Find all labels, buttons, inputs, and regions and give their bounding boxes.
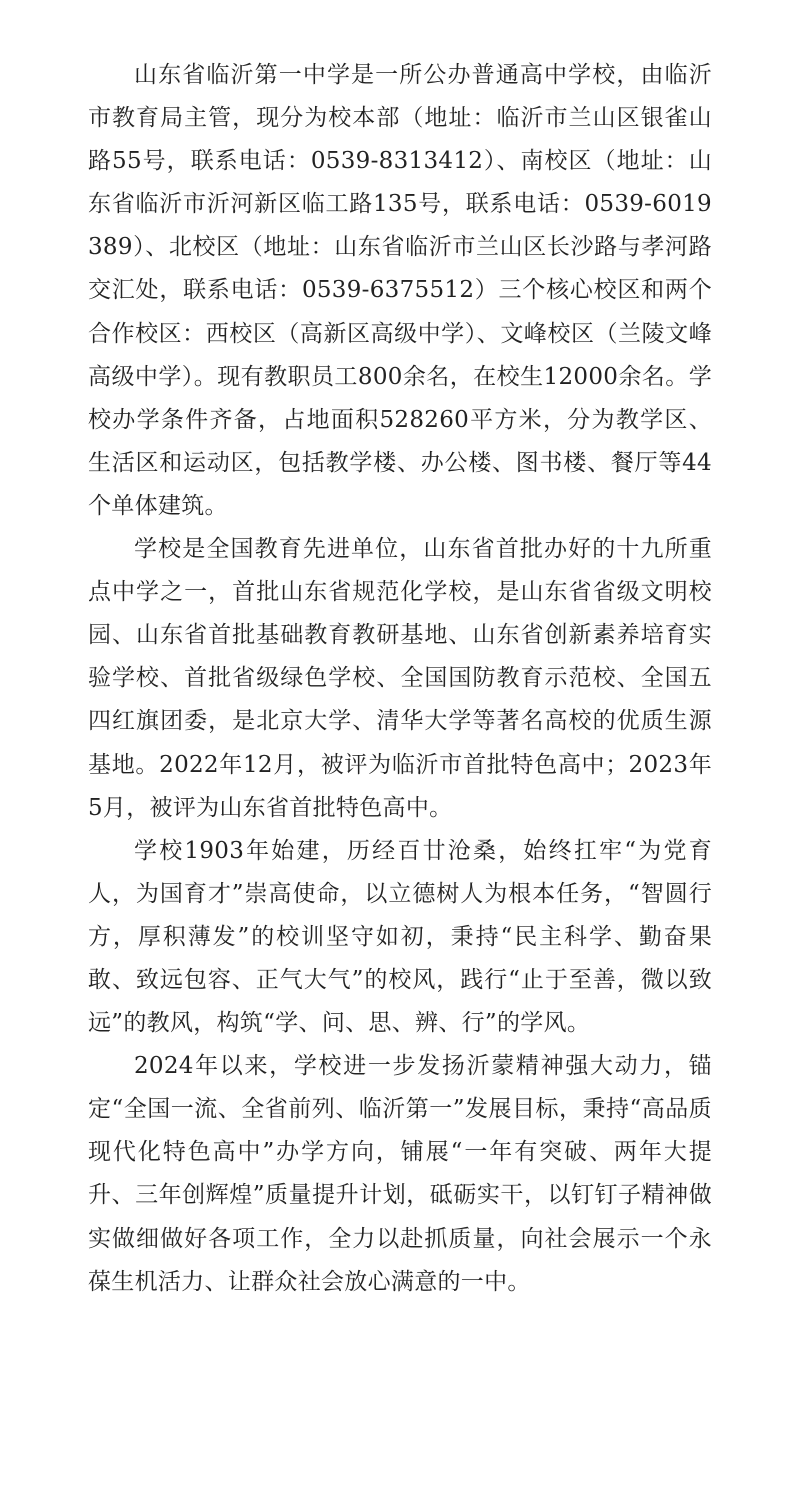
- paragraph-school-overview: 山东省临沂第一中学是一所公办普通高中学校，由临沂市教育局主管，现分为校本部（地址：临沂市兰山区银雀山路55号，联系电话：0539-8313412）、南校区（地址：山东省临沂市沂河新区临工路135号，联系电话：0539-6019389）、北校区（地址：山东省临沂市兰山区长沙路与孝河路交汇处，联系电话：0539-6375512）三个核心校区和两个合作校区：西校区（高新区高级中学）、文峰校区（兰陵文峰高级中学）。现有教职员工800余名，在校生12000余名。学校办学条件齐备，占地面积528260平方米，分为教学区、生活区和运动区，包括教学楼、办公楼、图书楼、餐厅等44个单体建筑。: [88, 62, 712, 519]
- paragraph-development-goals: 2024年以来，学校进一步发扬沂蒙精神强大动力，锚定“全国一流、全省前列、临沂第一”发展目标，秉持“高品质现代化特色高中”办学方向，铺展“一年有突破、两年大提升、三年创辉煌”质量提升计划，砥砺实干，以钉钉子精神做实做细做好各项工作，全力以赴抓质量，向社会展示一个永葆生机活力、让群众社会放心满意的一中。: [88, 1053, 712, 1295]
- paragraph-honors: 学校是全国教育先进单位，山东省首批办好的十九所重点中学之一，首批山东省规范化学校，是山东省省级文明校园、山东省首批基础教育教研基地、山东省创新素养培育实验学校、首批省级绿色学校、全国国防教育示范校、全国五四红旗团委，是北京大学、清华大学等著名高校的优质生源基地。2022年12月，被评为临沂市首批特色高中；2023年5月，被评为山东省首批特色高中。: [88, 536, 712, 821]
- paragraph-history-motto: 学校1903年始建，历经百廿沧桑，始终扛牢“为党育人，为国育才”崇高使命，以立德树人为根本任务，“智圆行方，厚积薄发”的校训坚守如初，秉持“民主科学、勤奋果敢、致远包容、正气大气”的校风，践行“止于至善，微以致远”的教风，构筑“学、问、思、辨、行”的学风。: [88, 837, 712, 1037]
- document-body: [88, 54, 712, 1304]
